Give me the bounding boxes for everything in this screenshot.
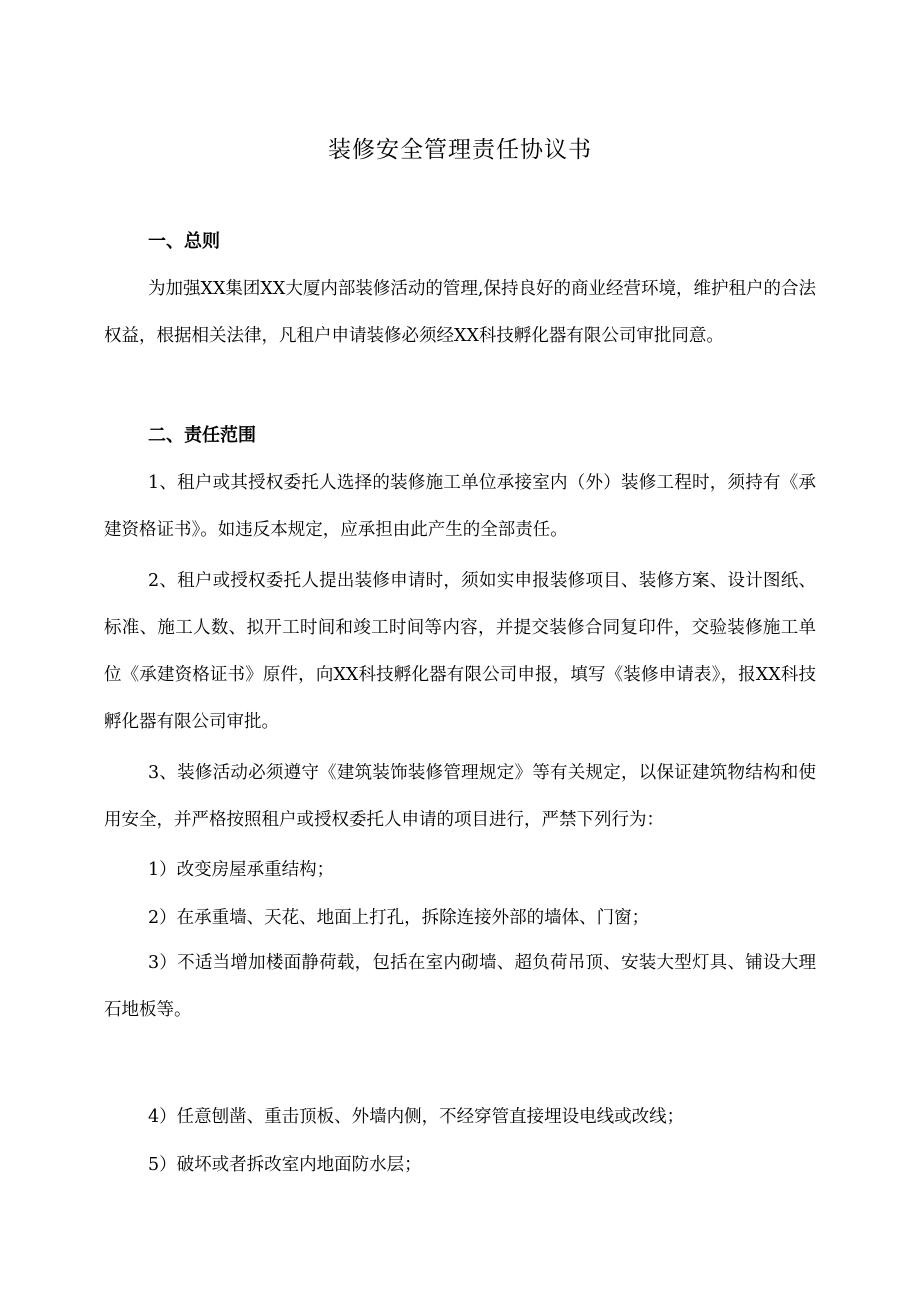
list-item: 3）不适当增加楼面静荷载，包括在室内砌墙、超负荷吊顶、安装大型灯具、铺设大理石地板等。 [104,953,816,1020]
list-item: 5）破坏或者拆改室内地面防水层； [148,1155,422,1175]
clause-3: 3、装修活动必须遵守《建筑装饰装修管理规定》等有关规定，以保证建筑物结构和使用安全，并严格按照租户或授权委托人申请的项目进行，严禁下列行为： [104,763,816,830]
clause-2: 2、租户或授权委托人提出装修申请时，须如实申报装修项目、装修方案、设计图纸、标准、施工人数、拟开工时间和竣工时间等内容，并提交装修合同复印件，交验装修施工单位《承建资格证书》原件，向XX科技孵化器有限公司申报，填写《装修申请表》，报XX科技孵化器有限公司审批。 [104,571,816,732]
document-title: 装修安全管理责任协议书 [328,137,592,163]
clause-1: 1、租户或其授权委托人选择的装修施工单位承接室内（外）装修工程时，须持有《承建资格证书》。如违反本规定，应承担由此产生的全部责任。 [104,473,816,540]
list-item: 2）在承重墙、天花、地面上打孔，拆除连接外部的墙体、门窗； [148,908,650,928]
section-heading-general: 一、总则 [148,231,220,252]
list-item: 4）任意刨凿、重击顶板、外墙内侧，不经穿管直接埋设电线或改线； [148,1107,685,1127]
general-paragraph: 为加强XX集团XX大厦内部装修活动的管理,保持良好的商业经营环境，维护租户的合法权益，根据相关法律，凡租户申请装修必须经XX科技孵化器有限公司审批同意。 [104,279,816,346]
list-item: 1）改变房屋承重结构； [148,860,335,880]
section-heading-scope: 二、责任范围 [148,425,256,446]
